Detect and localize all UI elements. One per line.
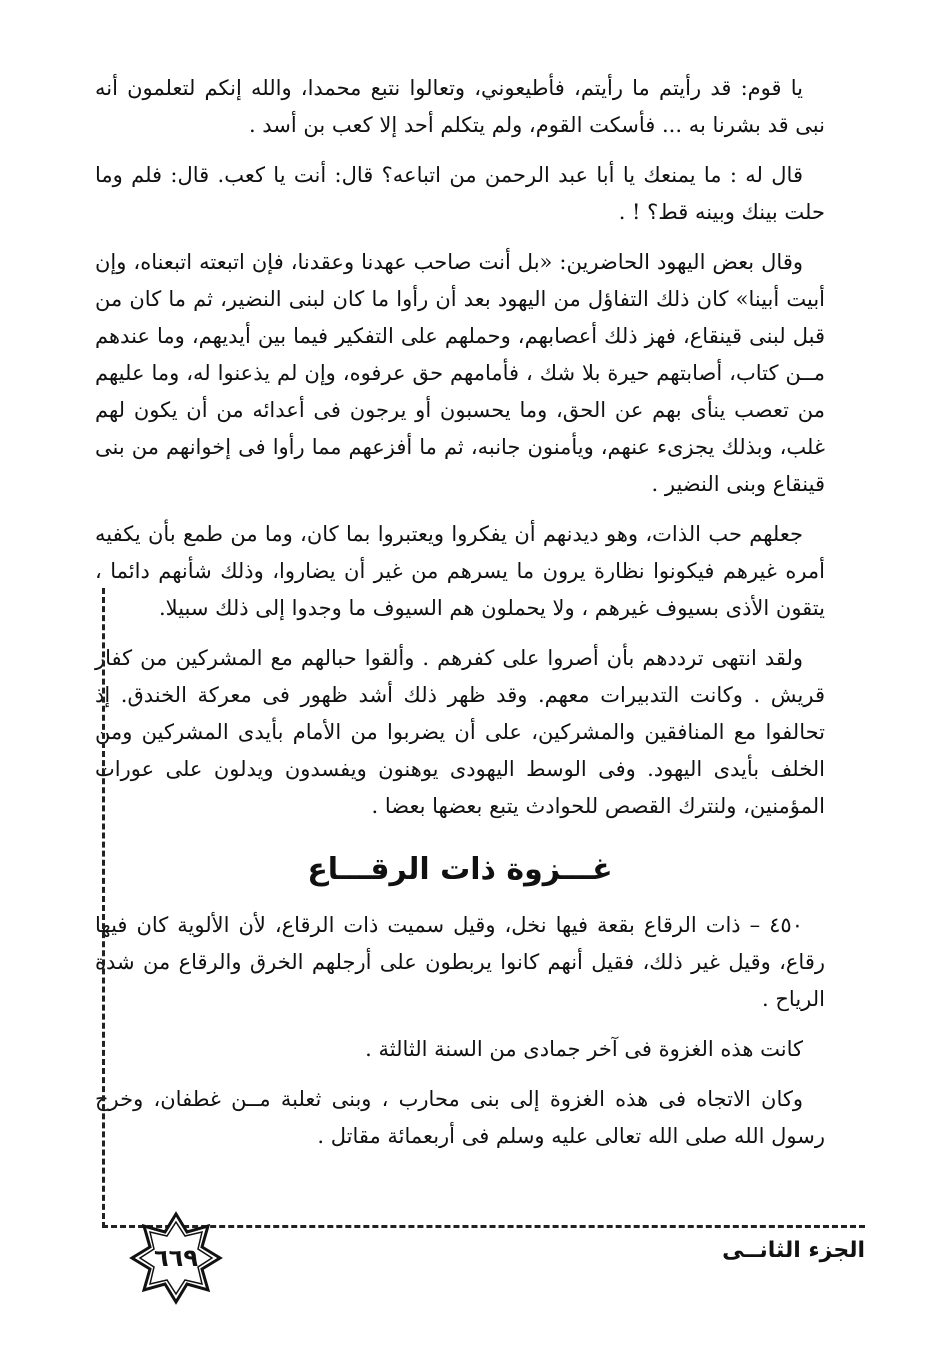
paragraph-qawm: يا قوم: قد رأيتم ما رأيتم، فأطيعوني، وتعالوا نتبع محمدا، والله إنكم لتعلمون أنه نبى قد بشرنا به ... فأسكت القوم، ولم يتكلم أحد إلا كعب بن أسد . bbox=[95, 76, 825, 137]
section-heading: غـــزوة ذات الرقـــاع bbox=[307, 852, 613, 887]
page-number: ٦٦٩ bbox=[154, 1244, 198, 1272]
paragraph-direction: وكان الاتجاه فى هذه الغزوة إلى بنى محارب ، وبنى ثعلبة مــن غطفان، وخرج رسول الله صلى الله تعالى عليه وسلم فى أربعمائة مقاتل . bbox=[95, 1087, 825, 1148]
decorative-border-vertical bbox=[102, 588, 105, 1228]
page-number-badge bbox=[128, 1210, 224, 1306]
paragraph-jews-response: وقال بعض اليهود الحاضرين: «بل أنت صاحب عهدنا وعقدنا، فإن اتبعته اتبعناه، وإن أبيت أبينا» كان ذلك التفاؤل من اليهود بعد أن رأوا ما كان لبنى النضير، ثم ما كان من قبل لبنى قينقاع، فهز ذلك أعصابهم، وحملهم على التفكير فيما بين أيديهم، وما عندهم مــن كتاب، أصابتهم حيرة بلا شك ، فأمامهم حق عرفوه، وإن لم يذعنوا له، وما عليهم من تعصب ينأى بهم عن الحق، وما يحسبون أو يرجون فى أعدائه من أن يكون لهم غلب، وبذلك يجزىء عنهم، ويأمنون جانبه، ثم ما أفزعهم مما رأوا فى إخوانهم من بنى قينقاع وبنى النضير . bbox=[95, 250, 825, 496]
paragraph-khandaq: ولقد انتهى ترددهم بأن أصروا على كفرهم . وألقوا حبالهم مع المشركين من كفار قريش . وكانت التدبيرات معهم. وقد ظهر ذلك أشد ظهور فى معركة الخندق. إذ تحالفوا مع المنافقين والمشركين، على أن يضربوا من الأمام بأيدى المشركين ومن الخلف بأيدى اليهود. وفى الوسط اليهودى يوهنون ويفسدون ويدلون على عورات المؤمنين، ولنترك القصص للحوادث يتبع بعضها بعضا . bbox=[95, 646, 825, 818]
paragraph-self-love: جعلهم حب الذات، وهو ديدنهم أن يفكروا ويعتبروا بما كان، وما من طمع بأن يكفيه أمره غيرهم فيكونوا نظارة يرون ما يسرهم من غير أن يضاروا، وذلك شأنهم دائما ، يتقون الأذى بسيوف غيرهم ، ولا يحملون هم السيوف ما وجدوا إلى ذلك سبيلا. bbox=[95, 522, 825, 620]
paragraph-kab-question: قال له : ما يمنعك يا أبا عبد الرحمن من اتباعه؟ قال: أنت يا كعب. قال: فلم وما حلت بينك وبينه قط؟ ! . bbox=[95, 163, 825, 224]
part-label: الجزء الثانــى bbox=[722, 1238, 865, 1263]
page-body bbox=[95, 70, 825, 1168]
paragraph-date: كانت هذه الغزوة فى آخر جمادى من السنة الثالثة . bbox=[365, 1037, 803, 1061]
paragraph-dhat-al-riqa: ٤٥٠ – ذات الرقاع بقعة فيها نخل، وقيل سميت ذات الرقاع، لأن الألوية كان فيها رقاع، وقيل غير ذلك، فقيل أنهم كانوا يربطون على أرجلهم الخرق والرقاع من شدة الرياح . bbox=[95, 913, 825, 1011]
